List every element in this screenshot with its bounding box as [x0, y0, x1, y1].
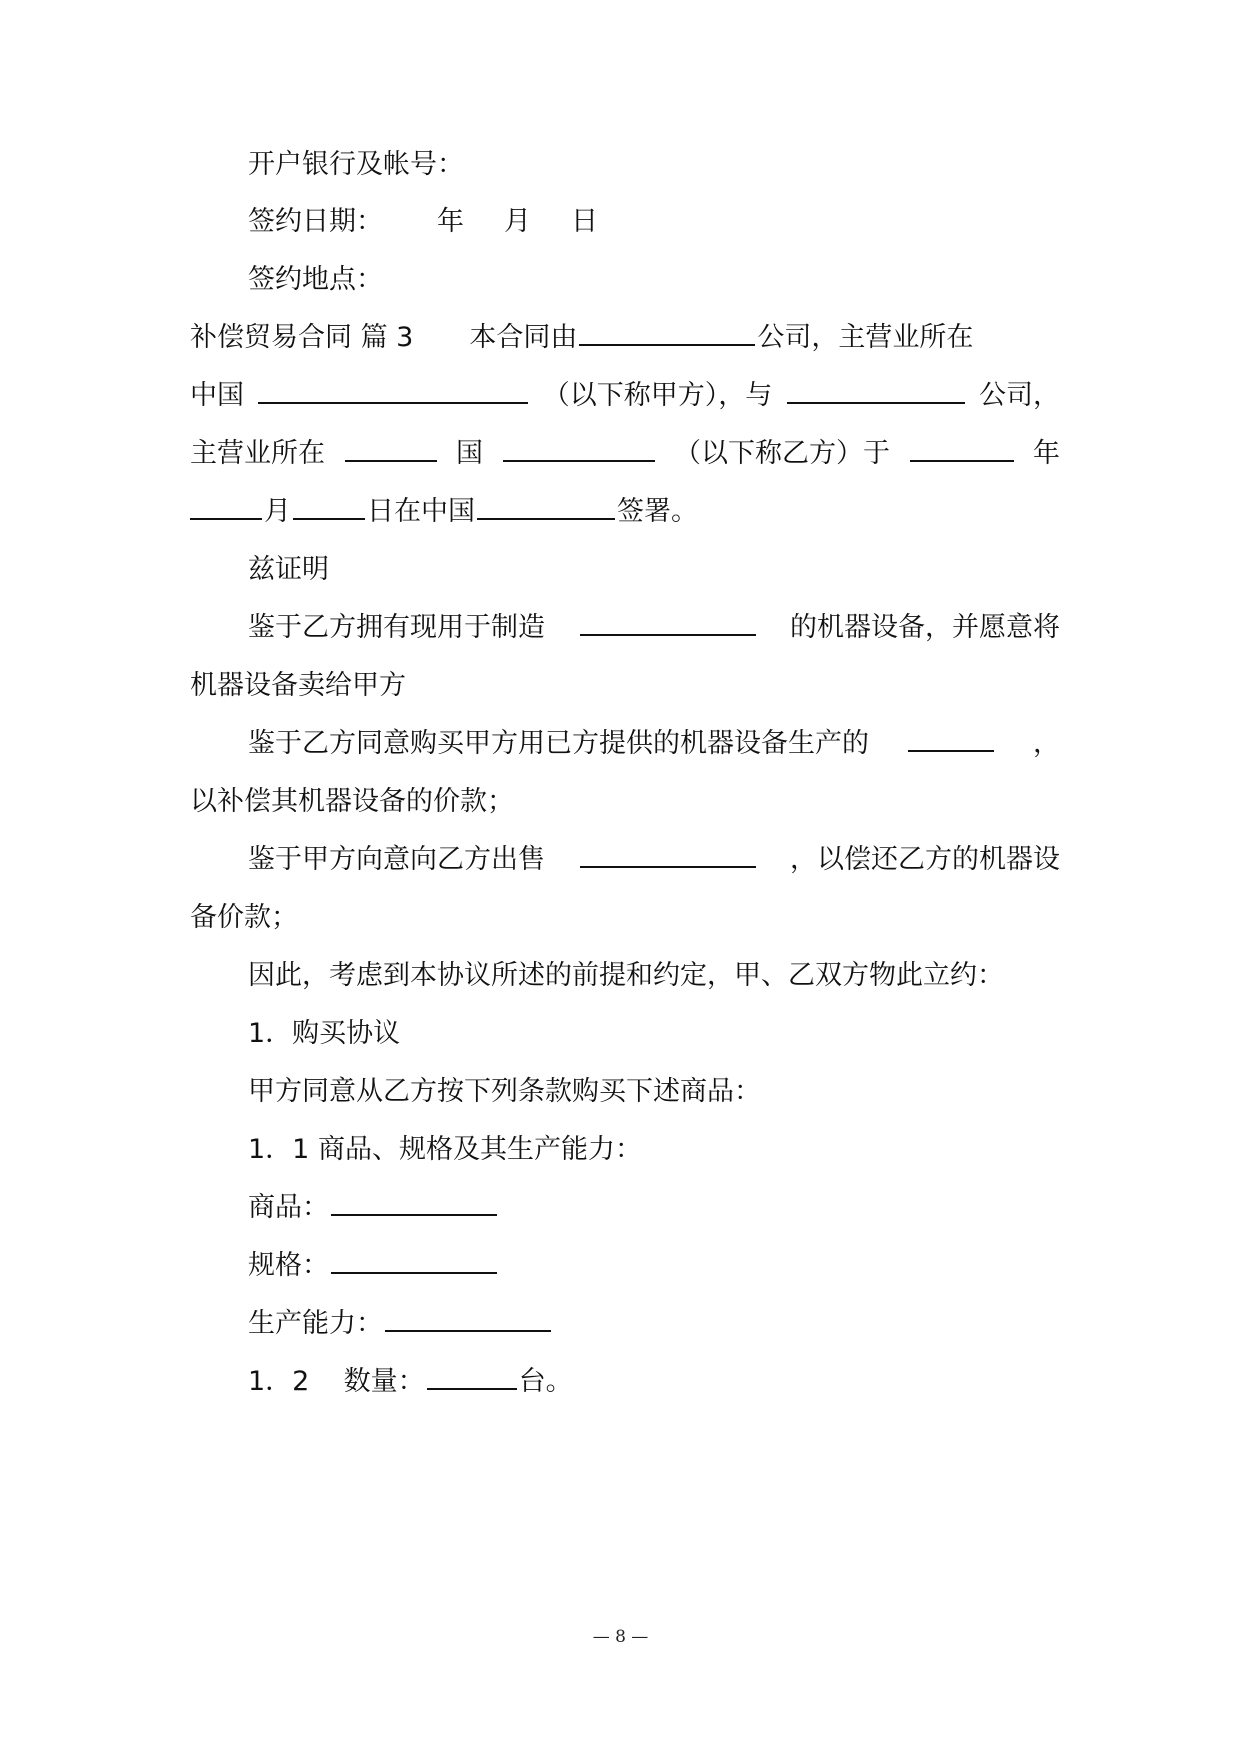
whereas-text: ，以偿还乙方的机器设 [790, 844, 1060, 875]
spec-line [248, 1246, 1060, 1286]
year-label: 年 [437, 206, 464, 237]
intro-text: 主营业所在 [190, 438, 325, 469]
month-blank[interactable] [190, 492, 262, 520]
sign-date-line [248, 202, 1060, 242]
contract-title: 补偿贸易合同 篇 3 [190, 322, 414, 353]
country-blank[interactable] [345, 434, 437, 462]
section-title: 1．购买协议 [248, 1018, 401, 1049]
goods-blank[interactable] [331, 1188, 497, 1216]
company-blank-1[interactable] [579, 318, 755, 346]
section-title: 1．1 商品、规格及其生产能力： [248, 1134, 642, 1165]
quantity-line [248, 1362, 1060, 1402]
whereas-text: ， [1033, 728, 1060, 759]
intro-text: 公司， [979, 380, 1060, 411]
spec-blank[interactable] [331, 1246, 497, 1274]
therefore-text: 因此，考虑到本协议所述的前提和约定，甲、乙双方物此立约： [248, 960, 1004, 991]
whereas-line-1a [248, 608, 1060, 648]
quantity-blank[interactable] [427, 1362, 517, 1390]
day-blank[interactable] [293, 492, 365, 520]
sign-place-line [248, 260, 1060, 300]
section-1-intro [248, 1072, 1060, 1112]
year-blank[interactable] [910, 434, 1014, 462]
compensation-product-blank[interactable] [908, 724, 994, 752]
quantity-label: 1．2 数量： [248, 1366, 425, 1397]
page-number: — 8 — [592, 1627, 649, 1647]
intro-text: 中国 [190, 380, 244, 411]
whereas-line-2b [190, 782, 1060, 822]
goods-label: 商品： [248, 1192, 329, 1223]
address-blank-party-a[interactable] [258, 376, 528, 404]
bank-account-line [248, 145, 1060, 185]
bank-account-label: 开户银行及帐号： [248, 149, 464, 180]
company-blank-2[interactable] [787, 376, 965, 404]
intro-text: 月 [264, 496, 291, 527]
witness-line [248, 550, 1060, 590]
day-label: 日 [571, 206, 598, 237]
intro-line-3 [190, 434, 1060, 474]
whereas-text: 以补偿其机器设备的价款； [190, 786, 514, 817]
intro-text: 签署。 [617, 496, 698, 527]
whereas-text: 机器设备卖给甲方 [190, 670, 406, 701]
intro-text: 国 [456, 438, 483, 469]
address-blank-party-b[interactable] [503, 434, 655, 462]
intro-line-4 [190, 492, 1060, 532]
quantity-unit: 台。 [518, 1366, 573, 1397]
intro-text: （以下称乙方）于 [674, 438, 890, 469]
whereas-text: 鉴于乙方同意购买甲方用已方提供的机器设备生产的 [248, 728, 869, 759]
therefore-line [248, 956, 1060, 996]
whereas-text: 鉴于甲方向意向乙方出售 [248, 844, 545, 875]
product-blank[interactable] [580, 608, 756, 636]
whereas-line-3a [248, 840, 1060, 880]
section-heading-1 [248, 1014, 1060, 1054]
goods-line [248, 1188, 1060, 1228]
whereas-text: 鉴于乙方拥有现用于制造 [248, 612, 545, 643]
intro-text: 年 [1033, 438, 1060, 469]
capacity-line [248, 1304, 1060, 1344]
whereas-line-1b [190, 666, 1060, 706]
whereas-text: 备价款； [190, 902, 298, 933]
whereas-line-3b [190, 898, 1060, 938]
intro-text: 本合同由 [469, 322, 578, 353]
section-text: 甲方同意从乙方按下列条款购买下述商品： [248, 1076, 761, 1107]
sign-place-label: 签约地点： [248, 264, 383, 295]
section-heading-1-1 [248, 1130, 1060, 1170]
sign-date-label: 签约日期： [248, 206, 383, 237]
capacity-label: 生产能力： [248, 1308, 383, 1339]
intro-text: 公司，主营业所在 [757, 322, 974, 353]
sale-goods-blank[interactable] [580, 840, 756, 868]
intro-text: （以下称甲方），与 [542, 380, 773, 411]
intro-text: 日在中国 [367, 496, 475, 527]
place-blank[interactable] [477, 492, 615, 520]
capacity-blank[interactable] [385, 1304, 551, 1332]
spec-label: 规格： [248, 1250, 329, 1281]
whereas-text: 的机器设备，并愿意将 [790, 612, 1060, 643]
month-label: 月 [504, 206, 531, 237]
intro-line-1 [190, 318, 1060, 358]
witness-text: 兹证明 [248, 554, 329, 585]
intro-line-2 [190, 376, 1060, 416]
whereas-line-2a [248, 724, 1060, 764]
